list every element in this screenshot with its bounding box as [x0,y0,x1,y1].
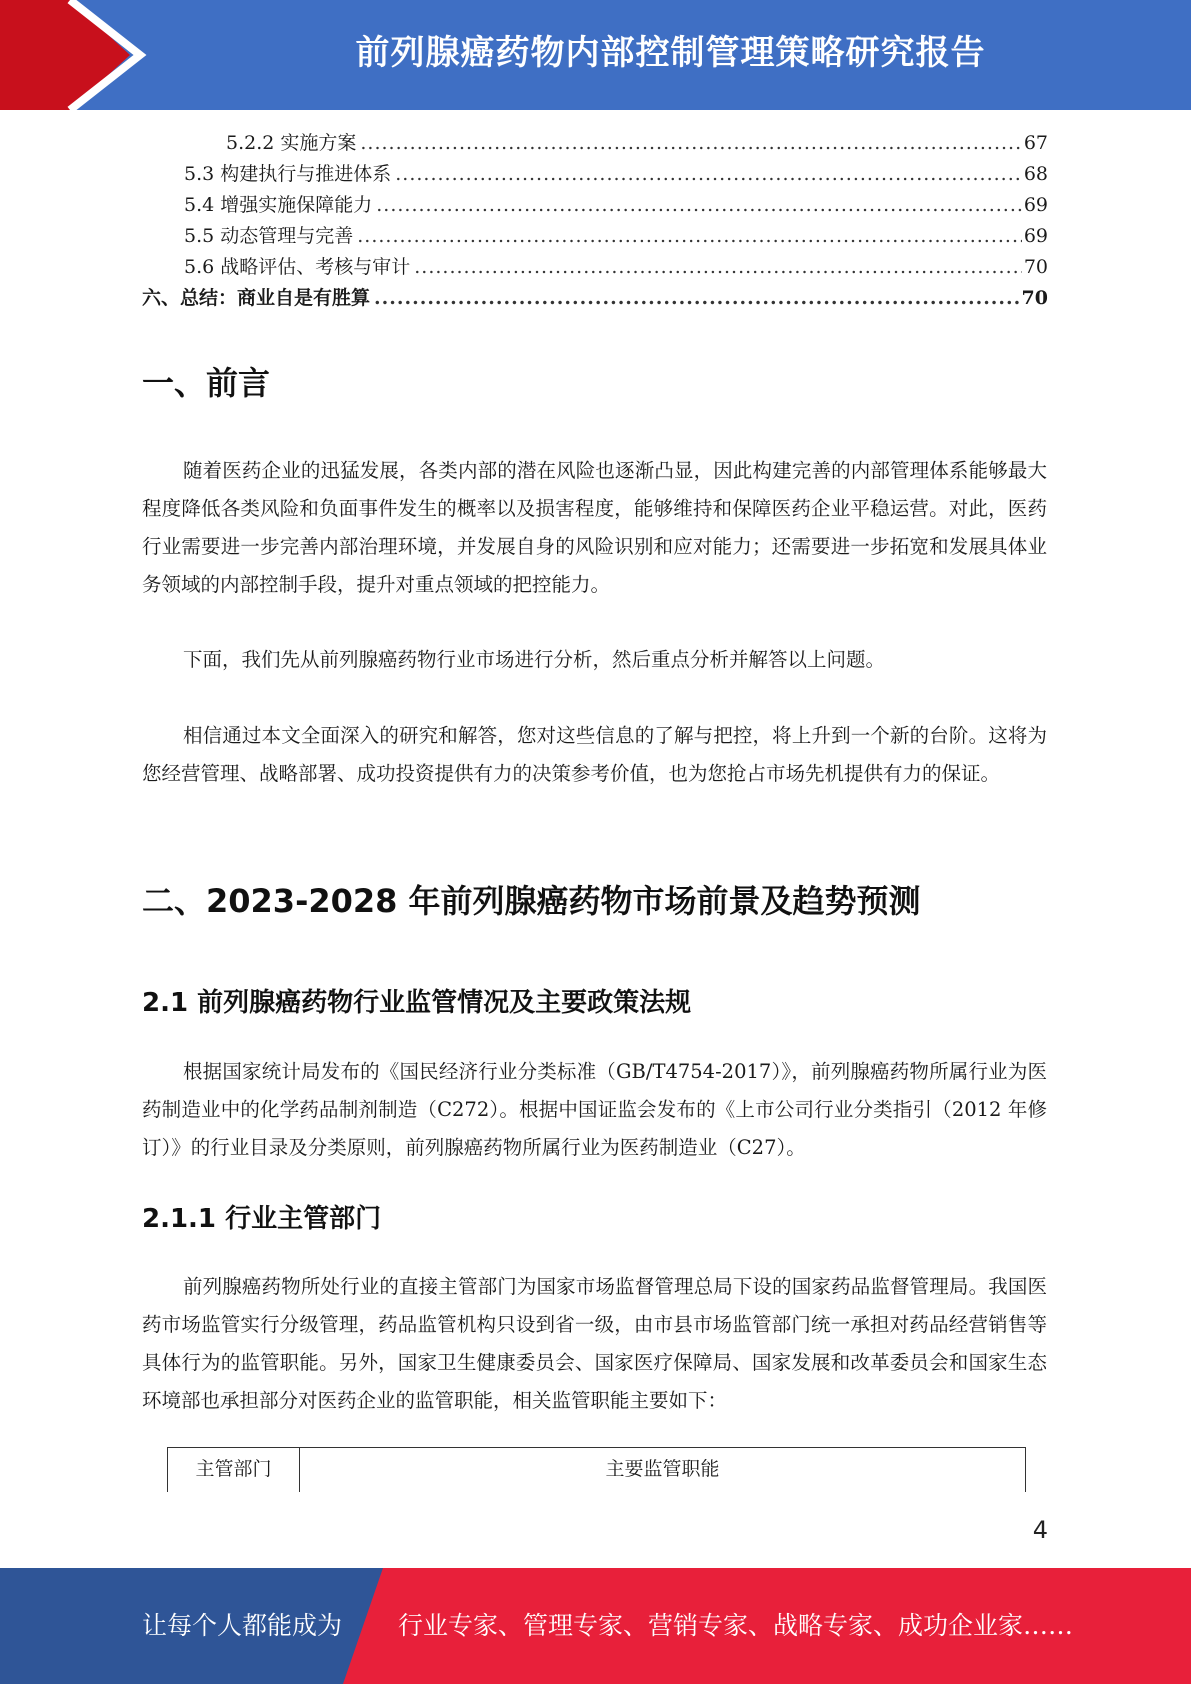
toc-leader-dots [357,225,1022,247]
subsection-2-1-1-paragraph: 前列腺癌药物所处行业的直接主管部门为国家市场监督管理总局下设的国家药品监督管理局。我国医药市场监管实行分级管理，药品监管机构只设到省一级，由市县市场监管部门统一承担对药品经营销售等具体行为的监管职能。另外，国家卫生健康委员会、国家医疗保障局、国家发展和改革委员会和国家生态环境部也承担部分对医药企业的监管职能，相关监管职能主要如下： [142,1275,1047,1412]
toc-entry-label: 5.5 动态管理与完善 [184,225,354,247]
subsection-2-1-paragraph: 根据国家统计局发布的《国民经济行业分类标准（GB/T4754-2017）》，前列腺癌药物所属行业为医药制造业中的化学药品制剂制造（C272）。根据中国证监会发布的《上市公司行业分类指引（2012 年修订）》的行业目录及分类原则，前列腺癌药物所属行业为医药制造业（C27）。 [142,1060,1047,1159]
toc-entry-label: 5.3 构建执行与推进体系 [184,163,392,185]
toc-entry-page: 68 [1023,163,1048,185]
report-title: 前列腺癌药物内部控制管理策略研究报告 [355,33,986,73]
toc-entry[interactable] [142,190,1048,221]
chapter-heading-2: 二、2023-2028 年前列腺癌药物市场前景及趋势预测 [142,882,921,920]
toc-leader-dots [360,132,1021,154]
preface-paragraph-1: 随着医药企业的迅猛发展，各类内部的潜在风险也逐渐凸显，因此构建完善的内部管理体系能够最大程度降低各类风险和负面事件发生的概率以及损害程度，能够维持和保障医药企业平稳运营。对此，医药行业需要进一步完善内部治理环境，并发展自身的风险识别和应对能力；还需要进一步拓宽和发展具体业务领域的内部控制手段，提升对重点领域的把控能力。 [142,459,1047,596]
table-of-contents [142,128,1048,314]
toc-entry-page: 70 [1021,287,1048,309]
toc-leader-dots [374,287,1020,309]
page-footer [0,1568,1191,1684]
toc-leader-dots [395,163,1022,185]
regulatory-table-header [167,1447,1026,1492]
toc-entry-label: 六、总结：商业自是有胜算 [142,287,371,309]
toc-entry-chapter[interactable] [142,283,1048,314]
footer-slogan-left: 让每个人都能成为 [142,1611,343,1640]
toc-entry-page: 69 [1023,225,1048,247]
subsection-heading-2-1-1: 2.1.1 行业主管部门 [142,1204,382,1234]
toc-leader-dots [376,194,1022,216]
toc-entry-page: 67 [1023,132,1048,154]
subsection-heading-2-1: 2.1 前列腺癌药物行业监管情况及主要政策法规 [142,988,692,1018]
toc-entry[interactable] [142,252,1048,283]
page-header [0,0,1191,110]
toc-entry-page: 70 [1023,256,1048,278]
preface-paragraph-3: 相信通过本文全面深入的研究和解答，您对这些信息的了解与把控，将上升到一个新的台阶。这将为您经营管理、战略部署、成功投资提供有力的决策参考价值，也为您抢占市场先机提供有力的保证。 [142,724,1047,785]
toc-entry[interactable] [142,128,1048,159]
toc-entry-page: 69 [1023,194,1048,216]
toc-entry[interactable] [142,159,1048,190]
toc-entry-label: 5.2.2 实施方案 [226,132,357,154]
footer-slogan-right: 行业专家、管理专家、营销专家、战略专家、成功企业家…… [398,1611,1074,1640]
header-chevron-decoration [0,0,160,110]
toc-entry[interactable] [142,221,1048,252]
page-number: 4 [1032,1516,1048,1544]
toc-leader-dots [414,256,1022,278]
table-header-duties: 主要监管职能 [605,1458,720,1480]
table-header-department: 主管部门 [168,1448,300,1492]
toc-entry-label: 5.6 战略评估、考核与审计 [184,256,411,278]
preface-paragraph-2: 下面，我们先从前列腺癌药物行业市场进行分析，然后重点分析并解答以上问题。 [183,648,886,671]
section-heading-preface: 一、前言 [142,364,271,402]
toc-entry-label: 5.4 增强实施保障能力 [184,194,373,216]
